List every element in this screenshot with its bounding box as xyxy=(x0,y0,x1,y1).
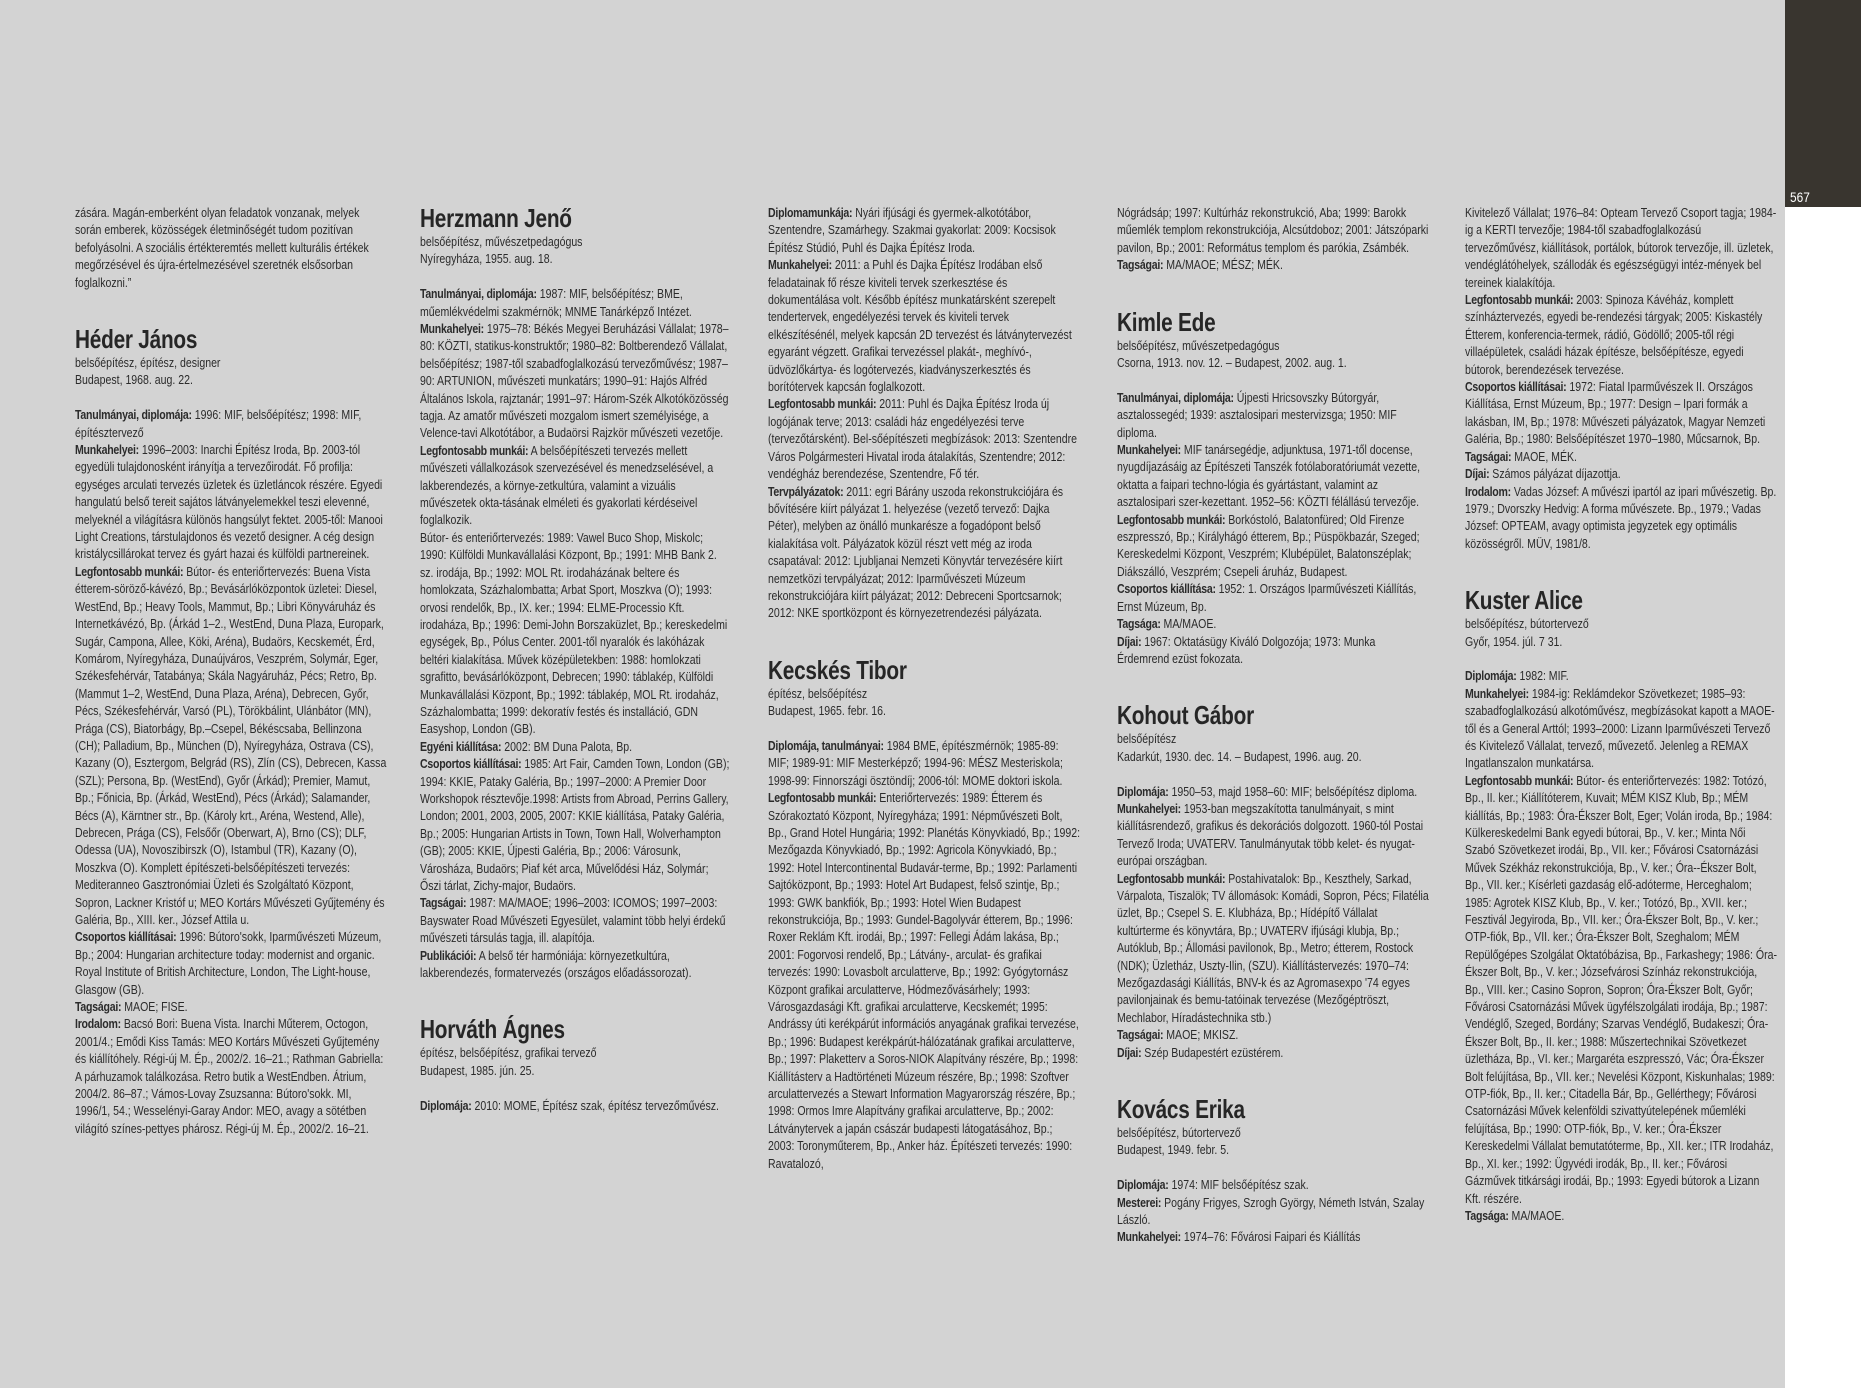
bio-paragraph xyxy=(1465,1207,1777,1224)
bio-paragraph xyxy=(1465,378,1777,448)
section-text: 1984 BME, építészmérnök; 1985-89: MIF; 1989-91: MIF Mesterképző; 1994-96: MÉSZ Mesteriskola; 1998-99: Finnországi ösztöndíj; 2006-tól: MOME doktori iskola. xyxy=(768,737,1063,788)
section-label: Csoportos kiállításai: xyxy=(420,756,522,772)
section-label: Tagságai: xyxy=(1117,1027,1164,1043)
section-text: MA/MAOE. xyxy=(1163,616,1217,632)
person-meta xyxy=(1117,730,1429,765)
section-label: Legfontosabb munkái: xyxy=(1117,511,1226,527)
entry-header xyxy=(1465,586,1777,650)
person-profession: belsőépítész, bútortervező xyxy=(1465,616,1589,632)
section-text: 1996: MIF, belsőépítész; 1998: MIF, építésztervező xyxy=(75,407,362,440)
section-text: 1987: MA/MAOE; 1996–2003: ICOMOS; 1997–2003: Bayswater Road Művészeti Egyesület, valamint több helyi érdekű művészeti társulás tagja, ill. alapítója. xyxy=(420,895,726,946)
section-label: Irodalom: xyxy=(75,1016,121,1032)
section-text: MIF tanársegédje, adjunktusa, 1971-től docense, nyugdíjazásáig az Építészeti Tanszék fotólaboratóriumát vezette, oktatta a faipari techno-lógia és gyártástant, valamint az asztalosipari szer-kezettant. 1952–56: KÖZTI félállású tervezője. xyxy=(1117,442,1420,510)
section-text: A belsőépítészeti tervezés mellett művészeti vállalkozások szervezésével és menedzselésével, a lakberendezés, a környe-zetkultúra, valamint a vizuális művészetek okta-tásának elméleti és gyakorlati kérdéseivel foglalkozik. xyxy=(420,442,714,528)
column-4 xyxy=(1117,204,1429,1246)
person-birth: Csorna, 1913. nov. 12. – Budapest, 2002. aug. 1. xyxy=(1117,355,1347,371)
section-label: Tanulmányai, diplomája: xyxy=(420,286,537,302)
bio-paragraph xyxy=(75,998,387,1015)
person-profession: építész, belsőépítész xyxy=(768,685,868,701)
section-label: Tervpályázatok: xyxy=(768,483,844,499)
section-label: Tagságai: xyxy=(1117,257,1164,273)
column-content xyxy=(768,204,1080,1172)
section-label: Diplomája: xyxy=(420,1097,472,1113)
bio-paragraph xyxy=(768,789,1080,1172)
section-text: 2003: Spinoza Kávéház, komplett színháztervezés, egyedi be-rendezési tárgyak; 2005: Kiskastély Étterem, konferencia-termek, rádió, Gödöllő; 2005-től régi villaépületek, családi házak építésze, belsőépítésze, egyedi bútorok, berendezések tervezése. xyxy=(1465,292,1763,377)
section-label: Tagságai: xyxy=(1465,448,1512,464)
section-label: Mesterei: xyxy=(1117,1194,1162,1210)
section-text: Számos pályázat díjazottja. xyxy=(1492,466,1621,482)
person-birth: Nyíregyháza, 1955. aug. 18. xyxy=(420,251,553,267)
section-label: Diplomája, tanulmányai: xyxy=(768,737,884,753)
bio-paragraph xyxy=(1117,1026,1429,1043)
person-name: Horváth Ágnes xyxy=(420,1014,565,1045)
section-label: Díjai: xyxy=(1117,633,1142,649)
bio-paragraph xyxy=(420,738,732,755)
bio-paragraph xyxy=(75,928,387,998)
bio-paragraph xyxy=(1117,204,1429,256)
section-text: 1985: Art Fair, Camden Town, London (GB); 1994: KKIE, Pataky Galéria, Bp.; 1997–2000: A Premier Door Workshopok résztevője.1998: Artists from Abroad, Perrins Gallery, London; 2001, 2003, 2005, 2007: KKIE kiállítása, Pataky Galéria, Bp.; 2005: Hungarian Artists in Town, Town Hall, Wolverhampton (GB); 2005: KKIE, Újpesti Galéria, Bp.; 2006: Városunk, Városháza, Budaörs; Piaf két arca, Művelődési Ház, Solymár; Őszi tárlat, Zichy-major, Budaörs. xyxy=(420,756,730,894)
section-text: 1987: MIF, belsőépítész; BME, műemlékvédelmi szakmérnök; MNME Tanárképző Intézet. xyxy=(420,286,692,319)
bio-paragraph xyxy=(420,442,732,529)
section-text: Postahivatalok: Bp., Keszthely, Sarkad, Várpalota, Tiszalök; TV állomások: Komádi, Sopron, Pécs; Filatélia üzlet, Bp.; Csepel S. E. Klubháza, Bp.; Hídépítő Vállalat kultúrterme és könyvtára, Bp.; UVATERV ifjúsági klubja, Bp.; Autóklub, Bp.; Állomási pavilonok, Bp., Metro; étterem, Rostock (NDK); Üzletház, Uszty-Ilin, (SZU). Kiállítástervezés: 1970–74: Mezőgazdasági Kiállítás, BNV-k és az Agromasexpo '74 egyes pavilonjainak és bemu-tatóinak tervezése (Mezőgéptröszt, Mechlabor, Híradástechnika stb.) xyxy=(1117,870,1429,1025)
bio-paragraph xyxy=(1117,633,1429,668)
section-label: Egyéni kiállítása: xyxy=(420,738,502,754)
bio-paragraph xyxy=(768,737,1080,789)
column-3 xyxy=(768,204,1080,1172)
bio-paragraph xyxy=(1465,667,1777,684)
bio-paragraph xyxy=(75,441,387,563)
entry-header xyxy=(1117,1095,1429,1159)
person-meta xyxy=(420,1044,732,1079)
section-text: Nógrádsáp; 1997: Kultúrház rekonstrukció, Aba; 1999: Barokk műemlék templom rekonstrukciója, Alcsútdoboz; 2001: Játszóparki pavilon, Bp.; 2001: Református templom és parókia, Zsámbék. xyxy=(1117,205,1429,255)
person-name: Kecskés Tibor xyxy=(768,654,907,685)
section-text: 2011: a Puhl és Dajka Építész Irodában első feladatainak fő része kiviteli tervek szerkesztése és dokumentálása volt. Később építész munkatársként szerepelt tendertervek, engedélyezési tervek és kiviteli tervek elkészítésénél, melyek kapcsán 2D tervezést és látványtervezést egyaránt végzett. Grafikai tervezéssel plakát-, meghívó-, üdvözlőkártya- és logótervezés, kiadványszerkesztés és borítótervek kapcsán foglalkozott. xyxy=(768,257,1072,395)
section-text: 1982: MIF. xyxy=(1519,668,1569,684)
person-birth: Budapest, 1985. jún. 25. xyxy=(420,1062,535,1078)
section-text: 1953-ban megszakította tanulmányait, s mint kiállításrendező, grafikus és dekorációs dolgozott. 1960-tól Postai Tervező Iroda; UVATERV. Tanulmányutak több kelet- és nyugat-európai országban. xyxy=(1117,800,1424,869)
section-text: Bútor- és enteriőrtervezés: Buena Vista étterem-söröző-kávézó, Bp.; Bevásárlóközpontok üzletei: Diesel, WestEnd, Bp.; Heavy Tools, Mammut, Bp.; Libri Könyváruház és Internetkávézó, Bp. (Árkád 1–2., WestEnd, Duna Plaza, Europark, Sugár, Campona, Allee, Köki, Aréna), Budaörs, Kecskemét, Érd, Komárom, Nyíregyháza, Dunaújváros, Veszprém, Solymár, Eger, Székesfehérvár, Tatabánya; Skála Nagyáruház, Pécs; Retro, Bp. (Mammut 1–2, WestEnd, Duna Plaza, Aréna), Debrecen, Győr, Pécs, Székesfehérvár, Varsó (PL), Törökbálint, Ulánbátor (MN), Prága (CS), Biatorbágy, Bp.–Csepel, Békéscsaba, Bellinzona (CH); Palladium, Bp., München (D), Nyíregyháza, Ostrava (CS), Kazany (O), Esztergom, Belgrád (RS), Zlín (CS), Debrecen, Kassa (SZL); Persona, Bp. (WestEnd), Győr (Árkád); Premier, Mamut, Bp.; Főnicia, Bp. (Árkád, WestEnd), Pécs (Árkád); Salamander, Bécs (A), Kärntner str., Bp. (Károly krt., Aréna, Westend, Alle), Debrecen, Prága (CS), Felsőőr (Oberwart, A), Brno (CS); DLF, Odessa (UA), Novoszibirszk (O), Istambul (TR), Kazany (O), Moszkva (O). Komplett építészeti-belsőépítészeti tervezés: Mediteranneo Gasztronómiai Üzleti és Szolgáltató Központ, Sopron, Lackner Kristóf u; MEO Kortárs Művészeti Gyűjtemény és Galéria, Bp., XIII. ker., József Attila u. xyxy=(75,563,387,928)
section-label: Munkahelyei: xyxy=(75,442,139,458)
bio-paragraph xyxy=(420,947,732,982)
section-text: 1996: Bútoro'sokk, Iparművészeti Múzeum, Bp.; 2004: Hungarian architecture today: modernist and organic. Royal Institute of British Architecture, London, The Light-house, Glasgow (GB). xyxy=(75,929,382,997)
section-text: Vadas József: A művészi ipartól az ipari művészetig. Bp. 1979.; Dvorszky Hedvig: A forma művészete. Bp., 1979.; Vadas József: OPTEAM, avagy optimista jegyzetek egy optimális közösségről. MÜV, 1981/8. xyxy=(1465,483,1777,551)
section-text: Bútor- és enteriőrtervezés: 1982: Totózó, Bp., II. ker.; Kiállítóterem, Kuvait; MÉM KISZ Klub, Bp.; MÉM kiállítás, Bp.; 1983: Óra-Ékszer Bolt, Eger; Volán iroda, Bp.; 1984: Külkereskedelmi Bank egyedi bútorai, Bp., V. ker.; Minta Női Szabó Szövetkezet irodái, Bp., VII. ker.; Fővárosi Csatornázási Művek Székház rekonstrukciója, Bp., V. ker.; Óra--Ékszer Bolt, Bp., VII. ker.; Kísérleti gazdaság elő-adóterme, Herceghalom; 1985: Agrotek KISZ Klub, Bp., V. ker.; Totózó, Bp., XVII. ker.; Fesztivál Jegyiroda, Bp., VII. ker.; Óra-Ékszer Bolt, Bp., V. ker.; OTP-fiók, Bp., VII. ker.; Óra-Ékszer Bolt, Szeghalom; MÉM Repülőgépes Szolgálat Oktatóbázisa, Bp., Farkashegy; 1986: Óra-Ékszer Bolt, Bp., V. ker.; Józsefvárosi Színház rekonstrukciója, Bp., VIII. ker.; Casino Sopron, Sopron; Óra-Ékszer Bolt, Győr; Fővárosi Csatornázási Művek ügyfélszolgálati irodája, Bp.; 1987: Vendéglő, Szeged, Bordány; Szarvas Vendéglő, Budakeszi; Óra-Ékszer Bolt, Bp., II. ker.; 1988: Műszertechnikai Szövetkezet üzletháza, Bp., VI. ker.; Margaréta eszpresszó, Vác; Óra-Ékszer Bolt felújítása, Bp., VII. ker.; Nevelési Központ, Kiskunhalas; 1989: OTP-fiók, Bp., II. ker.; Citadella Bár, Bp., Gellérthegy; Fővárosi Csatornázási Művek kelenföldi szivattyútelepének műemléki felújítása, Bp.; 1990: OTP-fiók, Bp., V. ker.; Óra-Ékszer Kereskedelmi Vállalat bemutatóterme, Bp., XII. ker.; ITR Irodaház, Bp., XI. ker.; 1992: Ügyvédi irodák, Bp., II. ker.; Fővárosi Gázművek titkársági irodái, Bp.; 1993: Egyedi bútorok a Lizann Kft. részére. xyxy=(1465,772,1777,1206)
person-birth: Budapest, 1965. febr. 16. xyxy=(768,703,886,719)
bio-paragraph xyxy=(1117,800,1429,870)
bio-paragraph xyxy=(1465,204,1777,291)
section-text: MAOE, MÉK. xyxy=(1514,448,1577,464)
column-content xyxy=(420,204,732,1114)
section-text: 2002: BM Duna Palota, Bp. xyxy=(504,738,633,754)
bio-paragraph xyxy=(1117,783,1429,800)
section-label: Munkahelyei: xyxy=(1465,685,1529,701)
person-name: Kimle Ede xyxy=(1117,306,1216,337)
section-text: Kivitelező Vállalat; 1976–84: Opteam Tervező Csoport tagja; 1984-ig a KERTI tervezője; 1984-től szabadfoglalkozású tervezőművész, kiállítások, portálok, bútorok tervezője, ill. üzletek, vendéglátóhelyek, szállodák és egészségügyi intéz-mények bel tereinek kialakítója. xyxy=(1465,205,1777,290)
bio-paragraph xyxy=(420,755,732,894)
section-text: MAOE; MKISZ. xyxy=(1166,1027,1239,1043)
person-meta xyxy=(75,354,387,389)
entry-header xyxy=(1117,308,1429,372)
section-label: Tagságai: xyxy=(75,999,122,1015)
person-meta xyxy=(420,233,732,268)
person-profession: belsőépítész, művészetpedagógus xyxy=(420,234,583,249)
section-label: Legfontosabb munkái: xyxy=(420,442,529,458)
section-text: 1974–76: Fővárosi Faipari és Kiállítás xyxy=(1183,1229,1361,1245)
section-text: Nyári ifjúsági és gyermek-alkotótábor, Szentendre, Szamárhegy. Szakmai gyakorlat: 2009: Kocsisok Építész Stúdió, Puhl és Dajka Építész Iroda. xyxy=(768,205,1056,255)
bio-paragraph xyxy=(768,483,1080,622)
person-name: Herzmann Jenő xyxy=(420,203,572,233)
person-meta xyxy=(1465,615,1777,650)
column-1 xyxy=(75,204,387,1137)
section-text: MA/MAOE; MÉSZ; MÉK. xyxy=(1166,257,1283,273)
section-text: 1967: Oktatásügy Kiváló Dolgozója; 1973: Munka Érdemrend ezüst fokozata. xyxy=(1117,633,1376,666)
bio-paragraph xyxy=(1465,685,1777,772)
entry-header xyxy=(768,656,1080,720)
bio-paragraph xyxy=(1117,1194,1429,1229)
bio-paragraph xyxy=(768,204,1080,256)
section-label: Tagsága: xyxy=(1117,616,1161,632)
person-birth: Győr, 1954. júl. 7 31. xyxy=(1465,633,1563,649)
person-meta xyxy=(1117,337,1429,372)
section-text: MA/MAOE. xyxy=(1511,1207,1565,1223)
section-text: MAOE; FISE. xyxy=(124,999,188,1015)
bio-paragraph xyxy=(75,204,387,291)
bio-paragraph xyxy=(1465,448,1777,465)
person-birth: Budapest, 1949. febr. 5. xyxy=(1117,1142,1230,1158)
section-label: Csoportos kiállításai: xyxy=(75,929,177,945)
bio-paragraph xyxy=(420,529,732,738)
section-label: Munkahelyei: xyxy=(768,257,832,273)
bio-paragraph xyxy=(420,894,732,946)
bio-paragraph xyxy=(768,256,1080,395)
section-label: Publikációi: xyxy=(420,947,477,963)
person-name: Kohout Gábor xyxy=(1117,700,1254,731)
person-name: Kuster Alice xyxy=(1465,585,1583,616)
person-birth: Kadarkút, 1930. dec. 14. – Budapest, 1996. aug. 20. xyxy=(1117,748,1362,764)
bio-paragraph xyxy=(1465,483,1777,553)
section-text: Szép Budapestért ezüstérem. xyxy=(1144,1044,1284,1060)
bio-paragraph xyxy=(1117,580,1429,615)
bio-paragraph xyxy=(1117,441,1429,511)
bio-paragraph xyxy=(420,320,732,442)
section-text: 1950–53, majd 1958–60: MIF; belsőépítész diploma. xyxy=(1171,783,1418,799)
section-label: Diplomája: xyxy=(1117,783,1169,799)
section-label: Munkahelyei: xyxy=(1117,800,1181,816)
person-profession: belsőépítész, építész, designer xyxy=(75,355,221,371)
section-label: Legfontosabb munkái: xyxy=(768,790,877,806)
section-text: zására. Magán-emberként olyan feladatok vonzanak, melyek során emberek, közösségek életminőségét tudom pozitívan befolyásolni. A szociális értékteremtés mellett kulturális értékek megőrzésével és újra-értelmezésével szeretnék elsősorban foglalkozni.” xyxy=(75,205,369,290)
column-5 xyxy=(1465,204,1777,1224)
page-margin-strip xyxy=(1785,207,1861,1388)
section-label: Legfontosabb munkái: xyxy=(75,563,184,579)
section-label: Diplomája: xyxy=(1465,668,1517,684)
section-label: Munkahelyei: xyxy=(420,321,484,337)
column-content xyxy=(1117,204,1429,1246)
section-text: 1974: MIF belsőépítész szak. xyxy=(1171,1177,1309,1193)
page-number: 567 xyxy=(1790,189,1810,205)
section-text: 1984-ig: Reklámdekor Szövetkezet; 1985–93: szabadfoglalkozású alkotóművész, megbízásokat kapott a MAOE-től és a General Arttól; 1993–2000: Lizann Iparművészeti Tervező és Kivitelező Vállalat, tervező, művezető. Jelenleg a REMAX Ingatlanszalon munkatársa. xyxy=(1465,685,1775,771)
section-text: 1996–2003: Inarchi Építész Iroda, Bp. 2003-tól egyedüli tulajdonosként irányítja a tervezőirodát. Fő profilja: egységes arculati tervezés üzletek és üzletláncok részére. Egyedi hangulatú belső tereit sajátos látványelemekkel teszi elevenné, melyeknél a világításra különös hangsúlyt fektet. 2005-től: Manooi Light Creations, társtulajdonos és vezető designer. A cég design kristálycsillárokat tervez és gyárt hazai és külföldi partnereinek. xyxy=(75,442,383,562)
bio-paragraph xyxy=(1117,389,1429,441)
column-content xyxy=(75,204,387,1137)
section-label: Tanulmányai, diplomája: xyxy=(75,407,192,423)
section-label: Legfontosabb munkái: xyxy=(1465,292,1574,308)
entry-header xyxy=(420,204,732,268)
person-profession: belsőépítész, bútortervező xyxy=(1117,1125,1241,1141)
section-label: Csoportos kiállítása: xyxy=(1117,581,1216,597)
bio-paragraph xyxy=(1465,291,1777,378)
section-label: Munkahelyei: xyxy=(1117,1229,1181,1245)
bio-paragraph xyxy=(1117,870,1429,1027)
entry-header xyxy=(75,325,387,389)
section-text: 2011: Puhl és Dajka Építész Iroda új logójának terve; 2013: családi ház engedélyezési terve (tervezőtársként). Bel-sőépítészeti megbízások: 2013: Szentendre Város Polgármesteri Hivatal iroda átalakítás, Szentendre; 2012: vendégház berendezése, Szentendre, Fő tér. xyxy=(768,396,1078,482)
section-text: 2011: egri Bárány uszoda rekonstrukciójára és bővítésére kiírt pályázat 1. helyezése (vezető tervező: Dajka Péter), melyben az önálló munkarésze a fogadópont belső kialakítása volt. Pályázatok közül részt vett még az iroda csapatával: 2012: Ljubljanai Nemzeti Könyvtár tervezésére kiírt nemzetközi tervpályázat; 2012: Iparművészeti Múzeum rekonstrukciójára kiírt pályázat; 2012: Debreceni Sportcsarnok; 2012: NKE sportközpont és környezetrendezési pályázata. xyxy=(768,483,1064,621)
section-label: Legfontosabb munkái: xyxy=(768,396,877,412)
bio-paragraph xyxy=(1117,1176,1429,1193)
section-text: A belső tér harmóniája: környezetkultúra, lakberendezés, formatervezés (országos előadássorozat). xyxy=(420,947,692,981)
bio-paragraph xyxy=(1117,1044,1429,1061)
section-text: 2010: MOME, Építész szak, építész tervezőművész. xyxy=(474,1097,719,1113)
section-text: 1972: Fiatal Iparművészek II. Országos Kiállítása, Ernst Múzeum, Bp.; 1977: Design – Ipari formák a lakásban, IM, Bp.; 1978: Művészeti pályázatok, Magyar Nemzeti Galéria, Bp.; 1980: Belsőépítészet 1970–1980, Műcsarnok, Bp. xyxy=(1465,379,1766,447)
bio-paragraph xyxy=(420,1097,732,1114)
bio-paragraph xyxy=(1117,615,1429,632)
entry-header xyxy=(1117,701,1429,765)
section-text: Pogány Frigyes, Szrogh György, Németh István, Szalay László. xyxy=(1117,1194,1425,1228)
section-label: Diplomamunkája: xyxy=(768,205,853,220)
corner-color-bar xyxy=(1785,0,1861,207)
person-name: Kovács Erika xyxy=(1117,1094,1245,1125)
section-text: Újpesti Hricsovszky Bútorgyár, asztalossegéd; 1939: asztalosipari mestervizsga; 1950: MIF diploma. xyxy=(1117,389,1397,440)
person-profession: belsőépítész xyxy=(1117,731,1177,747)
section-text: Borkóstoló, Balatonfüred; Old Firenze eszpresszó, Bp.; Királyhágó étterem, Bp.; Püspökbazár, Szeged; Kereskedelmi Központ, Veszprém; Klubépület, Balatonszéplak; Diákszálló, Veszprém; Csepeli áruház, Budapest. xyxy=(1117,511,1420,579)
section-label: Tagságai: xyxy=(420,895,467,911)
section-text: 1952: 1. Országos Iparművészeti Kiállítás, Ernst Múzeum, Bp. xyxy=(1117,581,1417,614)
column-content xyxy=(1465,204,1777,1224)
bio-paragraph xyxy=(75,563,387,929)
bio-paragraph xyxy=(1117,511,1429,581)
section-label: Díjai: xyxy=(1117,1044,1142,1060)
section-label: Csoportos kiállításai: xyxy=(1465,379,1567,395)
person-meta xyxy=(1117,1124,1429,1159)
bio-paragraph xyxy=(1117,1228,1429,1245)
section-text: Bacsó Bori: Buena Vista. Inarchi Műterem, Octogon, 2001/4.; Emődi Kiss Tamás: MEO Kortárs Művészeti Gyűjtemény és kiállítóhely. Régi-új M. Ép., 2002/2. 16–21.; Rathman Gabriella: A párhuzamok találkozása. Retro butik a WestEndben. Átrium, 2004/2. 86–87.; Vámos-Lovay Zsuzsanna: Bútoro'sokk. MI, 1996/1, 54.; Wesselényi-Garay Andor: MEO, avagy a sötétben világító színes-pettyes phárosz. Régi-új M. Ép., 2002/2. 16–21. xyxy=(75,1016,384,1136)
bio-paragraph xyxy=(1465,465,1777,482)
column-2 xyxy=(420,204,732,1114)
bio-paragraph xyxy=(75,1015,387,1137)
section-text: Bútor- és enteriőrtervezés: 1989: Vawel Buco Shop, Miskolc; 1990: Külföldi Munkavállalási Központ, Bp.; 1991: MHB Bank 2. sz. irodája, Bp.; 1992: MOL Rt. irodaházának beltere és homlokzata, Százhalombatta; Arbat Sport, Moszkva (O); 1993: orvosi rendelők, Bp., IX. ker.; 1994: ELME-Processio Kft. irodaháza, Bp.; 1996: Demi-John Borszaküzlet, Bp.; kereskedelmi egységek, Bp., Pólus Center. 2001-től nyaralók és lakóházak beltéri kialakítása. Művek középületekben: 1988: homlokzati sgrafitto, bevásárlóközpont, Debrecen; 1990: táblakép, Külföldi Munkavállalási Központ, Bp.; 1992: táblakép, MOL Rt. irodaház, Százhalombatta; 1999: dekoratív festés és installáció, GDN Easyshop, London (GB). xyxy=(420,529,728,737)
person-meta xyxy=(768,685,1080,720)
section-label: Díjai: xyxy=(1465,466,1490,482)
person-profession: belsőépítész, művészetpedagógus xyxy=(1117,337,1280,353)
bio-paragraph xyxy=(420,285,732,320)
bio-paragraph xyxy=(1117,256,1429,273)
bio-paragraph xyxy=(75,406,387,441)
section-label: Legfontosabb munkái: xyxy=(1117,870,1226,886)
person-name: Héder János xyxy=(75,324,198,355)
section-label: Munkahelyei: xyxy=(1117,442,1181,458)
section-label: Tanulmányai, diplomája: xyxy=(1117,389,1234,405)
person-birth: Budapest, 1968. aug. 22. xyxy=(75,372,193,388)
entry-header xyxy=(420,1015,732,1079)
section-label: Legfontosabb munkái: xyxy=(1465,772,1574,788)
section-label: Diplomája: xyxy=(1117,1177,1169,1193)
section-label: Tagsága: xyxy=(1465,1207,1509,1223)
bio-paragraph xyxy=(768,395,1080,482)
section-text: 1975–78: Békés Megyei Beruházási Vállalat; 1978–80: KÖZTI, statikus-konstruktőr; 1980–82: Boltberendező Vállalat, belsőépítész; 1987-től szabadfoglalkozású tervezőművész; 1987–90: ARTUNION, művészeti munkatárs; 1990–91: Hajós Alfréd Általános Iskola, rajztanár; 1991–97: Három-Szék Alkotóközösség tagja. Az amatőr művészeti mozgalom ismert személyisége, a Velence-tavi Alkotótábor, a Budaörsi Rajzkör művészeti vezetője. xyxy=(420,321,729,441)
section-text: Enteriőrtervezés: 1989: Étterem és Szórakoztató Központ, Nyíregyháza; 1991: Népművészeti Bolt, Bp., Grand Hotel Hungária; 1992: Planétás Könyvkiadó, Bp.; 1992: Mezőgazda Könyvkiadó, Bp.; 1992: Agricola Könyvkiadó, Bp.; 1992: Hotel Intercontinental Budavár-terme, Bp.; 1992: Parlamenti Sajtóközpont, Bp.; 1993: Hotel Art Budapest, felső szintje, Bp.; 1993: GWK bankfiók, Bp.; 1993: Hotel Wien Budapest rekonstrukciója, Bp.; 1993: Gundel-Bagolyvár étterem, Bp.; 1996: Roxer Reklám Kft. irodái, Bp.; 1997: Fellegi Ádám lakása, Bp.; 2001: Fogorvosi rendelő, Bp.; Látvány-, arculat- és grafikai tervezés: 1990: Lovasbolt arculatterve, Bp.; 1992: Gyógytornász Központ grafikai arculatterve, Hódmezővásárhely; 1993: Városgazdasági Kft. grafikai arculatterve, Kecskemét; 1995: Andrássy úti kerékpárút információs anyagának grafikai tervezése, Bp.; 1996: Budapest kerékpárút-hálózatának grafikai arculatterve, Bp.; 1997: Plaketterv a Soros-NIOK Alapítvány részére, Bp.; 1998: Kiállításterv a Hadtörténeti Múzeum részére, Bp.; 1998: Szoftver arculattervezés a Stewart Information Magyarország részére, Bp.; 1998: Ormos Imre Alapítvány grafikai arculatterve, Bp.; 2002: Látványtervek a japán császár budapesti látogatásához, Bp.; 2003: Toronyműterem, Bp., Anker ház. Építészeti tervezés: 1990: Ravatalozó, xyxy=(768,790,1081,1171)
section-label: Irodalom: xyxy=(1465,483,1511,499)
person-profession: építész, belsőépítész, grafikai tervező xyxy=(420,1045,597,1061)
bio-paragraph xyxy=(1465,772,1777,1207)
